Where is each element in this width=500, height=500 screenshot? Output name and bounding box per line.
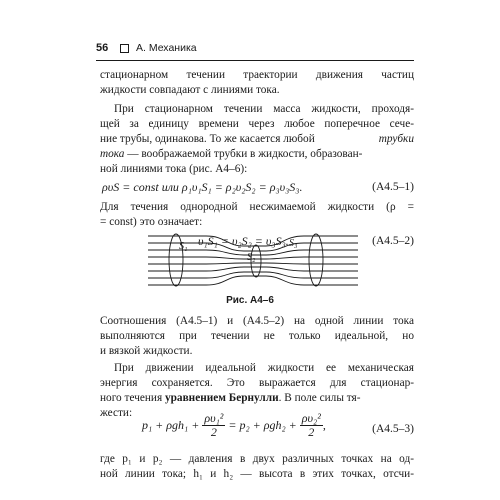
eq-part: p₁ + ρgh₁ + [142, 418, 200, 432]
fraction-denominator: 2 [210, 425, 217, 439]
text-span: . В поле силы тя- [278, 392, 361, 404]
text-line: выполняются при течении не только идеальной, но [100, 330, 414, 342]
term-italic: трубки [378, 133, 414, 145]
text-line: жидкости совпадают с линиями тока. [100, 84, 280, 96]
equation-number: (А4.5–1) [372, 181, 414, 193]
fraction [300, 412, 323, 439]
equation-number: (А4.5–3) [372, 423, 414, 435]
square-bullet-icon [120, 44, 129, 53]
stream-tube-figure [148, 230, 358, 288]
streamline [148, 267, 358, 271]
text-line: жести: [100, 407, 133, 419]
text-line: При стационарном течении масса жидкости, проходя- [114, 103, 414, 115]
label-s2: S₂ [247, 252, 256, 263]
section-title: А. Механика [136, 42, 197, 54]
equation-bernoulli [142, 412, 326, 439]
text-line: где p₁ и p₂ — давления в двух различных точках на од- [100, 453, 414, 465]
term-italic: тока [100, 148, 125, 160]
text-line: Соотношения (А4.5–1) и (А4.5–2) на одной линии тока [100, 315, 414, 327]
header-rule [96, 60, 414, 61]
equation-row [100, 412, 414, 446]
streamline [148, 263, 358, 264]
equation-row [100, 180, 414, 196]
label-s3: S₃ [289, 238, 298, 249]
fraction-numerator: ρυ₂² [301, 411, 321, 425]
text-span: ного течения [100, 392, 163, 404]
text-line: При движении идеальной жидкости ее механическая [114, 362, 414, 374]
equation-continuity: ρυS = const или ρ₁υ₁S₁ = ρ₂υ₂S₂ = ρ₃υ₃S₃. [102, 180, 303, 194]
text-line: и вязкой жидкости. [100, 345, 193, 357]
eq-part: = p₂ + ρgh₂ + [228, 418, 297, 432]
equation-incompressible: υ₁S₁ = υ₂S₂ = υ₃S₃. [198, 234, 289, 248]
page-number: 56 [96, 42, 109, 54]
eq-part: , [322, 418, 326, 432]
text-line: стационарном течении траектории движения частиц [100, 69, 414, 81]
text-line: энергия сохраняется. Это выражается для стационар- [100, 377, 414, 389]
text-span: — воображаемой трубки в жидкости, образован- [127, 148, 363, 160]
text-line [100, 391, 360, 406]
figure-caption: Рис. А4–6 [226, 295, 274, 306]
fraction-denominator: 2 [308, 425, 315, 439]
text-line: Для течения однородной несжимаемой жидкости (ρ = [100, 201, 414, 213]
text-line [100, 132, 414, 147]
text-line: щей за единицу времени через любое поперечное сече- [100, 118, 414, 130]
fraction-numerator: ρυ₁² [204, 411, 224, 425]
text-line: ной линии тока; h₁ и h₂ — высота в этих точках, отсчи- [100, 468, 414, 480]
running-header [96, 42, 414, 56]
text-line: ной линиями тока (рис. А4–6): [100, 163, 248, 175]
streamline [148, 276, 358, 285]
fraction [202, 412, 225, 439]
equation-number: (А4.5–2) [372, 235, 414, 247]
text-line [100, 147, 362, 162]
text-span: ние трубы, одинакова. То же касается любой [100, 133, 315, 145]
term-bold: уравнением Бернулли [165, 392, 279, 404]
text-line: = const) это означает: [100, 216, 203, 228]
label-s1: S₁ [179, 241, 188, 252]
